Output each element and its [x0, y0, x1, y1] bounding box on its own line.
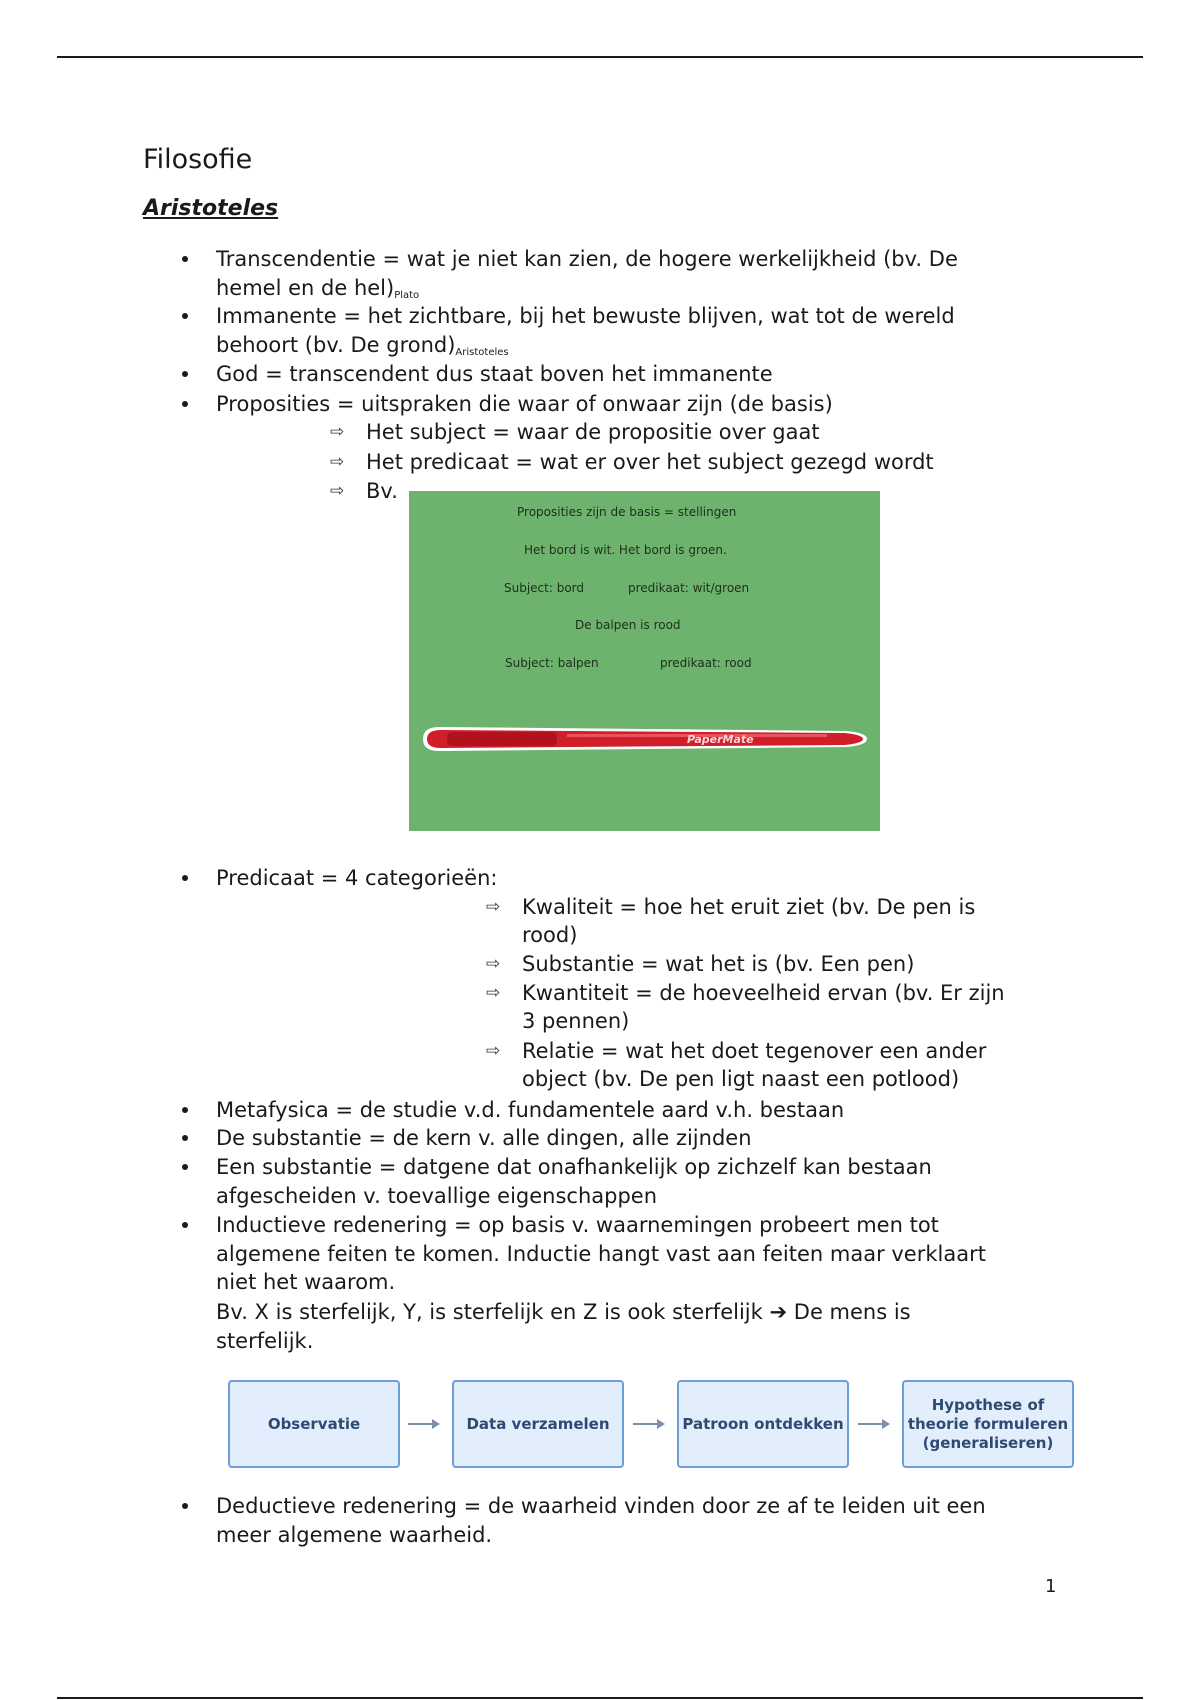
arrow-right-icon: ➔ [769, 1300, 788, 1324]
text-line: afgescheiden v. toevallige eigenschappen [216, 1184, 658, 1208]
bullet-de-substantie [216, 1124, 752, 1153]
flow-label: Hypothese of [931, 1395, 1045, 1414]
arrow-icon: ⇨ [486, 954, 501, 974]
text-line: Inductieve redenering = op basis v. waarnemingen probeert men tot [216, 1213, 939, 1237]
example-image [409, 491, 880, 831]
figure-caption-line: predikaat: wit/groen [628, 581, 750, 595]
text-line: Immanente = het zichtbare, bij het bewuste blijven, wat tot de wereld [216, 304, 955, 328]
text-span: De mens is [793, 1300, 911, 1324]
arrow-icon: ⇨ [330, 452, 345, 472]
bullet-predicaat [216, 864, 498, 893]
flow-step-data [452, 1380, 624, 1468]
page-title: Filosofie [143, 144, 253, 175]
flow-label-group [908, 1396, 1068, 1453]
bullet-transcendentie [216, 245, 958, 274]
sub-item-subject: Het subject = waar de propositie over gaat [366, 420, 820, 444]
flow-step-hypothese [902, 1380, 1074, 1468]
text-line: algemene feiten te komen. Inductie hangt vast aan feiten maar verklaart [216, 1242, 986, 1266]
text-line: 3 pennen) [522, 1009, 630, 1033]
flow-label: Data verzamelen [466, 1414, 610, 1433]
flow-arrow-icon [631, 1416, 667, 1432]
sub-item-bv: Bv. [366, 479, 398, 503]
text-line: rood) [522, 923, 578, 947]
flow-label: Patroon ontdekken [682, 1414, 844, 1433]
figure-caption-line: predikaat: rood [660, 656, 752, 670]
header-rule [57, 56, 1143, 58]
bullet-deductief [216, 1492, 986, 1521]
text-line: Proposities = uitspraken die waar of onwaar zijn (de basis) [216, 392, 833, 416]
arrow-icon: ⇨ [330, 481, 345, 501]
text-line: object (bv. De pen ligt naast een potlood) [522, 1067, 960, 1091]
bullet-immanente [216, 302, 955, 331]
text-line: Predicaat = 4 categorieën: [216, 866, 498, 890]
figure-caption-line: Subject: balpen [505, 656, 599, 670]
figure-caption-line: Proposities zijn de basis = stellingen [517, 505, 737, 519]
category-substantie: Substantie = wat het is (bv. Een pen) [522, 952, 915, 976]
arrow-icon: ⇨ [486, 897, 501, 917]
bullet-inductief [216, 1211, 939, 1240]
flow-label: theorie formuleren [907, 1414, 1069, 1433]
bullet-god [216, 360, 773, 389]
arrow-icon: ⇨ [486, 983, 501, 1003]
figure-caption-line: Het bord is wit. Het bord is groen. [524, 543, 727, 557]
text-line: Een substantie = datgene dat onafhankelijk op zichzelf kan bestaan [216, 1155, 932, 1179]
bullet-een-substantie [216, 1153, 932, 1182]
bullet-metafysica [216, 1096, 844, 1125]
text-line: God = transcendent dus staat boven het immanente [216, 362, 773, 386]
bullet-proposities [216, 390, 833, 419]
arrow-icon: ⇨ [330, 422, 345, 442]
subscript-note: Aristoteles [455, 347, 509, 358]
section-title: Aristoteles [143, 196, 279, 221]
flow-label: Observatie [267, 1414, 361, 1433]
text-line: niet het waarom. [216, 1270, 396, 1294]
text-line: meer algemene waarheid. [216, 1523, 493, 1547]
sub-item-predicaat: Het predicaat = wat er over het subject gezegd wordt [366, 450, 934, 474]
figure-caption-line: Subject: bord [504, 581, 585, 595]
text-line: Deductieve redenering = de waarheid vinden door ze af te leiden uit een [216, 1494, 986, 1518]
pen-brand-label: PaperMate [687, 733, 754, 746]
flow-label: (generaliseren) [922, 1433, 1054, 1452]
red-pen-image [417, 719, 869, 759]
page-number: 1 [1045, 1576, 1057, 1597]
flow-step-observatie [228, 1380, 400, 1468]
text-span: Bv. X is sterfelijk, Y, is sterfelijk en Z is ook sterfelijk [216, 1300, 763, 1324]
figure-caption-line: De balpen is rood [575, 618, 681, 632]
flow-arrow-icon [856, 1416, 892, 1432]
category-relatie: Relatie = wat het doet tegenover een ander [522, 1039, 987, 1063]
text-line: Metafysica = de studie v.d. fundamentele aard v.h. bestaan [216, 1098, 845, 1122]
footer-rule [57, 1697, 1143, 1699]
category-kwantiteit: Kwantiteit = de hoeveelheid ervan (bv. Er zijn [522, 981, 1005, 1005]
flow-arrow-icon [406, 1416, 442, 1432]
arrow-icon: ⇨ [486, 1041, 501, 1061]
text-line [216, 1298, 911, 1327]
category-kwaliteit: Kwaliteit = hoe het eruit ziet (bv. De pen is [522, 895, 976, 919]
text-line: De substantie = de kern v. alle dingen, alle zijnden [216, 1126, 752, 1150]
text-line: sterfelijk. [216, 1329, 314, 1353]
text-span: hemel en de hel) [216, 276, 395, 300]
text-span: behoort (bv. De grond) [216, 333, 456, 357]
text-line: Transcendentie = wat je niet kan zien, de hogere werkelijkheid (bv. De [216, 247, 958, 271]
flow-step-patroon [677, 1380, 849, 1468]
subscript-note: Plato [394, 290, 420, 301]
